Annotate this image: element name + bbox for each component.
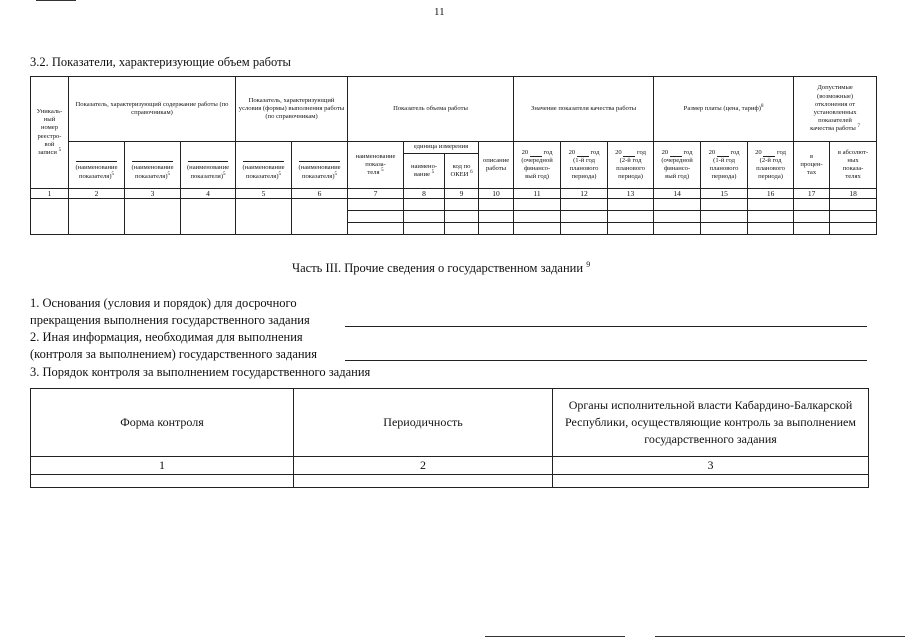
part-3-title: Часть III. Прочие сведения о государственном задании $^9$	[292, 260, 591, 276]
header-conditions-indicator: Показатель, характеризующий условия (формы) выполнения работы (по справочникам)	[236, 77, 348, 142]
header-deviation: Допустимые (возможные) отклонения от установленных показателей качества работы $^7$	[794, 77, 877, 142]
item-1-fill-line	[345, 326, 867, 327]
fee-year-1: 20 год (очередной финансо- вый год)	[654, 142, 701, 189]
item-1-label: 1. Основания (условия и порядок) для досрочного прекращения выполнения государственного задания	[30, 296, 310, 327]
table-row	[31, 475, 869, 488]
control-numbers-row: 1 2 3	[31, 457, 869, 475]
scan-mark-bottom	[485, 636, 625, 637]
header-volume-indicator: Показатель объема работы	[348, 77, 514, 142]
header-unit: единица измерения	[404, 142, 479, 154]
work-description: описание работы	[479, 142, 514, 189]
header-quality-value: Значение показателя качества работы	[514, 77, 654, 142]
quality-year-3: 20 год (2-й год планового периода)	[608, 142, 654, 189]
item-2-fill-line	[345, 360, 867, 361]
scan-mark-top-left	[36, 0, 76, 1]
header-content-indicator: Показатель, характеризующий содержание работы (по справочникам)	[69, 77, 236, 142]
quality-year-2: 20 год (1-й год планового периода)	[561, 142, 608, 189]
name-indicator-col-6: (наименование показателя)$^5$	[292, 142, 348, 189]
volume-indicator-name: наименование показа- теля $^5$	[348, 142, 404, 189]
table-row	[31, 199, 877, 211]
work-volume-table	[30, 76, 877, 235]
unit-name: наимено- вание $^5$	[404, 154, 445, 189]
header-fee: Размер платы (цена, тариф)$^8$	[654, 77, 794, 142]
name-indicator-col-2: (наименование показателя)$^5$	[69, 142, 125, 189]
header-control-form: Форма контроля	[31, 389, 294, 457]
unit-okei-code: код по ОКЕИ $^6$	[445, 154, 479, 189]
name-indicator-col-3: (наименование показателя)$^5$	[125, 142, 181, 189]
fee-year-2: 20 год (1-й год планового периода)	[701, 142, 748, 189]
header-periodicity: Периодичность	[294, 389, 553, 457]
control-table	[30, 388, 869, 488]
column-numbers-row: 1 2 3 4 5 6 7 8 9 10 11 12 13 14 15 16 17 18	[31, 189, 877, 199]
name-indicator-col-5: (наименование показателя)$^5$	[236, 142, 292, 189]
item-2-label: 2. Иная информация, необходимая для выполнения (контроля за выполнением) государственного задания	[30, 330, 317, 361]
item-3-label: 3. Порядок контроля за выполнением государственного задания	[30, 365, 371, 379]
section-title-3-2: 3.2. Показатели, характеризующие объем работы	[30, 55, 291, 69]
quality-year-1: 20 год (очередной финансо- вый год)	[514, 142, 561, 189]
deviation-percent: в процен- тах	[794, 142, 830, 189]
fee-year-3: 20 год (2-й год планового периода)	[748, 142, 794, 189]
name-indicator-col-4: (наименование показателя)$^5$	[181, 142, 236, 189]
header-control-authorities: Органы исполнительной власти Кабардино-Балкарской Республики, осуществляющие контроль за выполнением государственного задания	[553, 389, 869, 457]
scan-mark-bottom-right	[655, 636, 905, 637]
header-unique-number: Уникаль- ный номер реестро- вой записи $^5$	[31, 77, 69, 189]
deviation-absolute: в абсолют- ных показа- телях	[830, 142, 877, 189]
page-number: 11	[434, 6, 445, 18]
